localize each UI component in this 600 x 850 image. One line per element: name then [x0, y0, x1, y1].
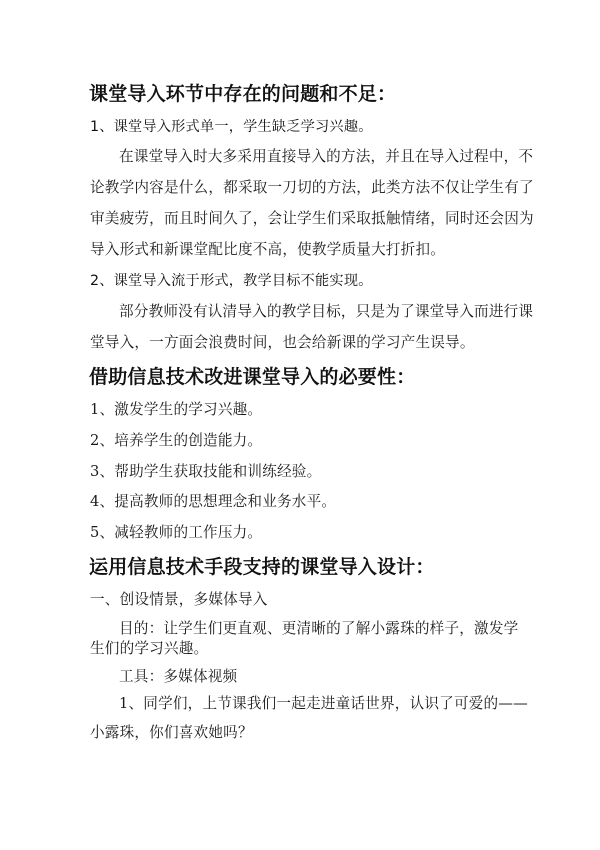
problem-1-line-1: 在课堂导入时大多采用直接导入的方法，并且在导入过程中，不	[119, 148, 534, 165]
necessity-item-3: 3、帮助学生获取技能和训练经验。	[90, 463, 322, 480]
necessity-item-5: 5、减轻教师的工作压力。	[90, 524, 263, 541]
problem-1-line-3: 审美疲劳，而且时间久了，会让学生们采取抵触情绪，同时还会因为	[90, 210, 534, 227]
heading-problems: 课堂导入环节中存在的问题和不足：	[89, 83, 397, 105]
design-goal-line-1: 目的：让学生们更直观、更清晰的了解小露珠的样子，激发学	[119, 620, 519, 637]
heading-design: 运用信息技术手段支持的课堂导入设计：	[89, 556, 435, 578]
design-tool: 工具：多媒体视频	[119, 668, 238, 685]
problem-1-line-4: 导入形式和新课堂配比度不高，使教学质量大打折扣。	[90, 241, 446, 258]
design-step-1-line-2: 小露珠，你们喜欢她吗？	[90, 724, 253, 741]
problem-2-line-1: 部分教师没有认清导入的教学目标，只是为了课堂导入而进行课	[119, 303, 534, 320]
problem-2-line-2: 堂导入，一方面会浪费时间，也会给新课的学习产生误导。	[90, 334, 475, 351]
necessity-item-4: 4、提高教师的思想理念和业务水平。	[90, 493, 337, 510]
design-step-1-line-1: 1、同学们，上节课我们一起走进童话世界，认识了可爱的——	[119, 695, 528, 712]
problem-1-title: 1、课堂导入形式单一，学生缺乏学习兴趣。	[90, 119, 373, 135]
necessity-item-1: 1、激发学生的学习兴趣。	[90, 401, 263, 418]
necessity-item-2: 2、培养学生的创造能力。	[90, 432, 263, 449]
heading-necessity: 借助信息技术改进课堂导入的必要性：	[89, 366, 416, 388]
design-goal-line-2: 生们的学习兴趣。	[90, 640, 209, 657]
problem-1-line-2: 论教学内容是什么，都采取一刀切的方法，此类方法不仅让学生有了	[90, 179, 534, 196]
design-section-1: 一、创设情景，多媒体导入	[90, 591, 268, 608]
problem-2-title: 2、课堂导入流于形式，教学目标不能实现。	[90, 273, 373, 289]
